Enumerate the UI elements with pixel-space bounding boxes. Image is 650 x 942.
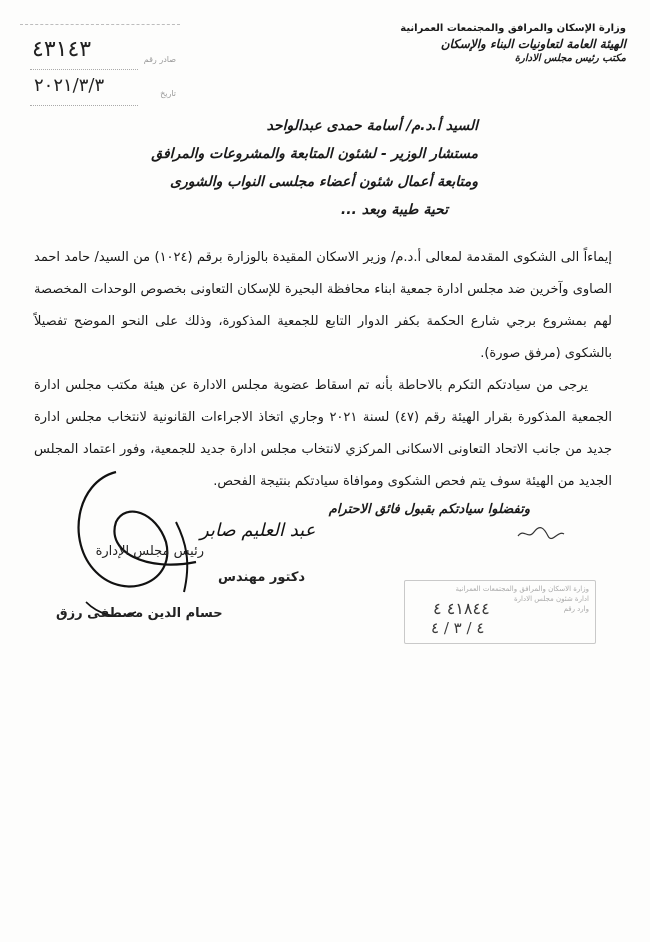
body-paragraph-1: إيماءاً الى الشكوى المقدمة لمعالى أ.د.م/ وزير الاسكان المقيدة بالوزارة برقم (١٠٢٤) من السيد/ حامد احمد الصاوى وآخرين ضد مجلس ادارة جمعية ابناء محافظة البحيرة للإسكان التعاونى بخصوص الوحدات المخصصة لهم بمشروع برجي شارع الحكمة بكفر الدوار التابع للجمعية المذكورة، وذلك على النحو الموضح تفصيلاً بالشكوى (مرفق صورة).: [34, 250, 613, 361]
addressee-department: ومتابعة أعمال شئون أعضاء مجلسى النواب والشورى: [170, 174, 478, 190]
stamp-number-label: صادر رقم: [143, 55, 176, 64]
addressee-name: السيد أ.د.م/ أسامة حمدى عبدالواحد: [266, 118, 478, 134]
stamp-date: ٤ / ٣ / ٤: [431, 619, 485, 637]
stamp-date-label: تاريخ: [160, 89, 176, 98]
stamp-number-label: وارد رقم: [563, 605, 589, 613]
stamp-number: ٤١٨٤٤ ٤: [433, 599, 490, 618]
stamp-department: ادارة شئون مجلس الادارة: [513, 595, 589, 603]
letterhead: [386, 22, 626, 65]
stamp-divider: [30, 69, 138, 70]
stamp-number: ٤٣١٤٣: [32, 37, 92, 62]
closing-line: وتفضلوا سيادتكم بقبول فائق الاحترام: [328, 502, 530, 517]
stamp-divider: [30, 105, 138, 106]
initials-mark-icon: [516, 522, 566, 542]
office-name: مكتب رئيس مجلس الادارة: [514, 52, 626, 64]
signatory-name: حسام الدين مصطفى رزق: [56, 606, 223, 621]
body-paragraph-2: يرجى من سيادتكم التكرم بالاحاطة بأنه تم اسقاط عضوية مجلس الادارة عن هيئة مكتب مجلس ادارة الجمعية المذكورة بقرار الهيئة رقم (٤٧) لسنة ٢٠٢١ وجاري اتخاذ الاجراءات القانونية لانتخاب مجلس ادارة جديد من جانب الاتحاد التعاونى الاسكانى المركزي لانتخاب مجلس ادارة جديد للجمعية، وفور اعتماد المجلس الجديد من الهيئة سوف يتم فحص الشكوى وموافاة سيادتكم بنتيجة الفحص.: [34, 378, 612, 489]
authority-name: الهيئة العامة لتعاونيات البناء والإسكان: [440, 36, 626, 51]
ministry-name: وزارة الإسكان والمرافق والمجتمعات العمرانية: [400, 23, 626, 34]
stamp-ministry: وزارة الاسكان والمرافق والمجتمعات العمرانية: [455, 585, 589, 593]
handwritten-note: عبد العليم صابر: [200, 520, 316, 541]
signatory-title: رئيس مجلس الإدارة: [95, 544, 204, 559]
incoming-stamp: [20, 24, 180, 105]
signatory-degree: دكتور مهندس: [218, 570, 306, 585]
greeting: تحية طيبة وبعد ...: [340, 202, 448, 218]
letter-body: [34, 242, 612, 498]
addressee-block: [58, 118, 478, 218]
outgoing-stamp: [404, 580, 596, 644]
addressee-position: مستشار الوزير - لشئون المتابعة والمشروعات والمرافق: [151, 146, 478, 162]
stamp-date: ٢٠٢١/٣/٣: [34, 75, 105, 96]
